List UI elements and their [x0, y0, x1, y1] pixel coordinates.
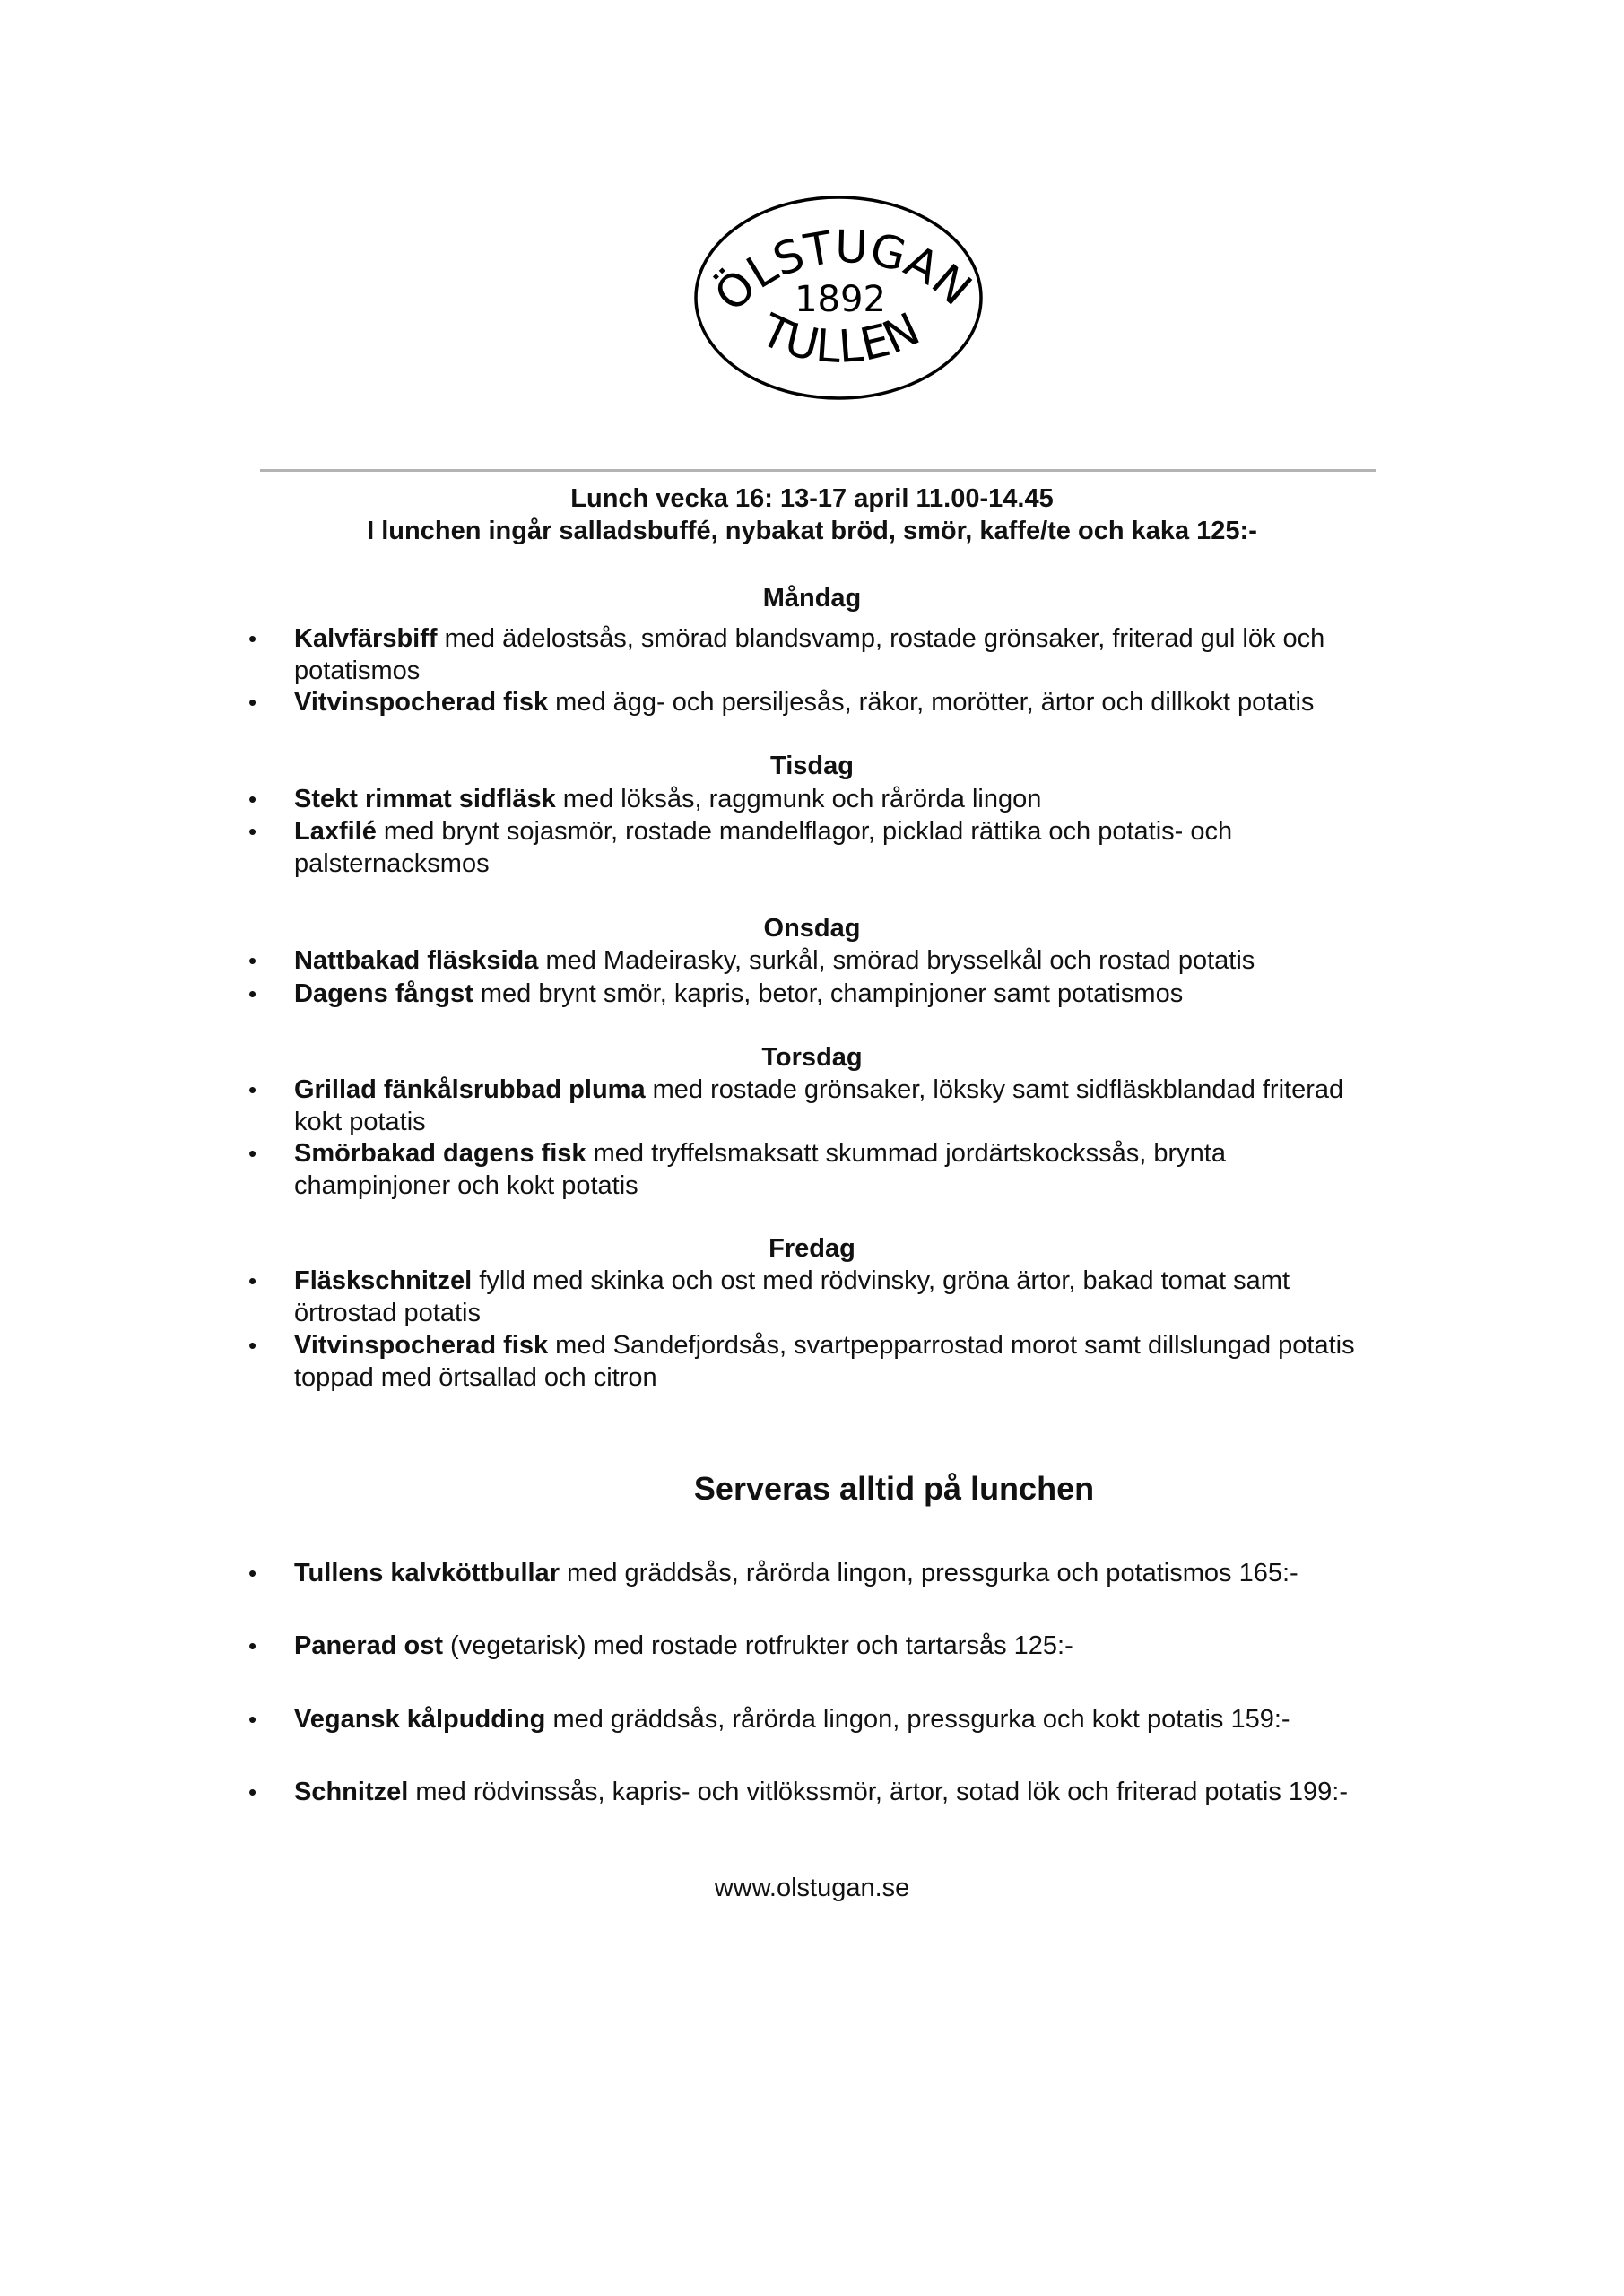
dish-description-cont: kokt potatis [294, 1108, 426, 1136]
dish-name: Panerad ost [294, 1631, 443, 1660]
lunch-week-title: Lunch vecka 16: 13-17 april 11.00-14.45 [570, 484, 1054, 513]
bullet-icon: • [248, 1632, 257, 1659]
dish-name: Tullens kalvköttbullar [294, 1559, 560, 1587]
menu-item [248, 1265, 1433, 1329]
dish-description: med brynt smör, kapris, betor, champinjoner samt potatismos [473, 979, 1184, 1008]
dish-description: (vegetarisk) med rostade rotfrukter och tartarsås 125:- [443, 1631, 1073, 1660]
dish-description: med ädelostsås, smörad blandsvamp, rostade grönsaker, friterad gul lök och [437, 624, 1325, 653]
bullet-icon: • [248, 1706, 257, 1733]
day-heading-tisdag: Tisdag [770, 752, 854, 780]
dish-name: Vitvinspocherad fisk [294, 1331, 549, 1360]
menu-item [248, 1074, 1433, 1138]
dish-description: med brynt sojasmör, rostade mandelflagor, picklad rättika och potatis- och [376, 817, 1233, 846]
dish-description-cont: palsternacksmos [294, 849, 490, 878]
logo-top-text: ÖLSTUGAN [704, 221, 982, 322]
menu-item [248, 1329, 1433, 1394]
bullet-icon: • [248, 1560, 257, 1587]
always-item [248, 1630, 1433, 1662]
always-item [248, 1776, 1433, 1808]
dish-description: med gräddsås, rårörda lingon, pressgurka och potatismos 165:- [559, 1559, 1298, 1587]
menu-item [248, 686, 1433, 718]
menu-item [248, 944, 1433, 977]
dish-name: Nattbakad fläsksida [294, 946, 539, 975]
website-url[interactable]: www.olstugan.se [714, 1874, 910, 1902]
dish-description: med löksås, raggmunk och rårörda lingon [555, 785, 1042, 813]
dish-description: med gräddsås, rårörda lingon, pressgurka och kokt potatis 159:- [545, 1705, 1290, 1734]
olstugan-logo [690, 190, 986, 405]
day-heading-onsdag: Onsdag [763, 914, 861, 943]
logo-year: 1892 [795, 279, 886, 320]
bullet-icon: • [248, 1779, 257, 1805]
dish-name: Vitvinspocherad fisk [294, 688, 549, 717]
menu-item [248, 622, 1433, 687]
bullet-icon: • [248, 1267, 257, 1294]
day-heading-torsdag: Torsdag [761, 1043, 863, 1072]
dish-name: Fläskschnitzel [294, 1266, 473, 1295]
bullet-icon: • [248, 1076, 257, 1103]
dish-name: Kalvfärsbiff [294, 624, 438, 653]
header-divider [260, 469, 1376, 472]
dish-name: Smörbakad dagens fisk [294, 1139, 586, 1168]
dish-description: med rostade grönsaker, löksky samt sidfläskblandad friterad [645, 1075, 1344, 1104]
dish-name: Grillad fänkålsrubbad pluma [294, 1075, 646, 1104]
menu-item [248, 978, 1433, 1010]
always-item [248, 1557, 1433, 1589]
dish-description: med Madeirasky, surkål, smörad brysselkål och rostad potatis [538, 946, 1255, 975]
dish-description: med Sandefjordsås, svartpepparrostad morot samt dillslungad potatis [548, 1331, 1355, 1360]
logo-bottom-text: TULLEN [752, 302, 928, 374]
lunch-includes-note: I lunchen ingår salladsbuffé, nybakat bröd, smör, kaffe/te och kaka 125:- [367, 517, 1257, 545]
dish-description-cont: örtrostad potatis [294, 1299, 481, 1327]
dish-description: med ägg- och persiljesås, räkor, morötter, ärtor och dillkokt potatis [548, 688, 1315, 717]
menu-item [248, 815, 1433, 880]
day-heading-mandag: Måndag [762, 584, 862, 613]
bullet-icon: • [248, 980, 257, 1007]
day-heading-fredag: Fredag [769, 1234, 855, 1263]
dish-name: Laxfilé [294, 817, 377, 846]
bullet-icon: • [248, 818, 257, 845]
always-served-title: Serveras alltid på lunchen [693, 1470, 1095, 1507]
bullet-icon: • [248, 1140, 257, 1167]
dish-description: med tryffelsmaksatt skummad jordärtskockssås, brynta [586, 1139, 1226, 1168]
dish-name: Vegansk kålpudding [294, 1705, 546, 1734]
bullet-icon: • [248, 1332, 257, 1359]
bullet-icon: • [248, 786, 257, 813]
bullet-icon: • [248, 625, 257, 652]
menu-item [248, 783, 1433, 815]
dish-description-cont: champinjoner och kokt potatis [294, 1171, 638, 1200]
dish-description: fylld med skinka och ost med rödvinsky, gröna ärtor, bakad tomat samt [472, 1266, 1290, 1295]
dish-name: Dagens fångst [294, 979, 473, 1008]
dish-name: Stekt rimmat sidfläsk [294, 785, 556, 813]
bullet-icon: • [248, 947, 257, 974]
bullet-icon: • [248, 689, 257, 716]
dish-description-cont: toppad med örtsallad och citron [294, 1363, 657, 1392]
menu-item [248, 1137, 1433, 1202]
dish-name: Schnitzel [294, 1778, 409, 1806]
dish-description: med rödvinssås, kapris- och vitlökssmör, ärtor, sotad lök och friterad potatis 199:- [408, 1778, 1348, 1806]
dish-description-cont: potatismos [294, 657, 421, 685]
always-item [248, 1703, 1433, 1735]
